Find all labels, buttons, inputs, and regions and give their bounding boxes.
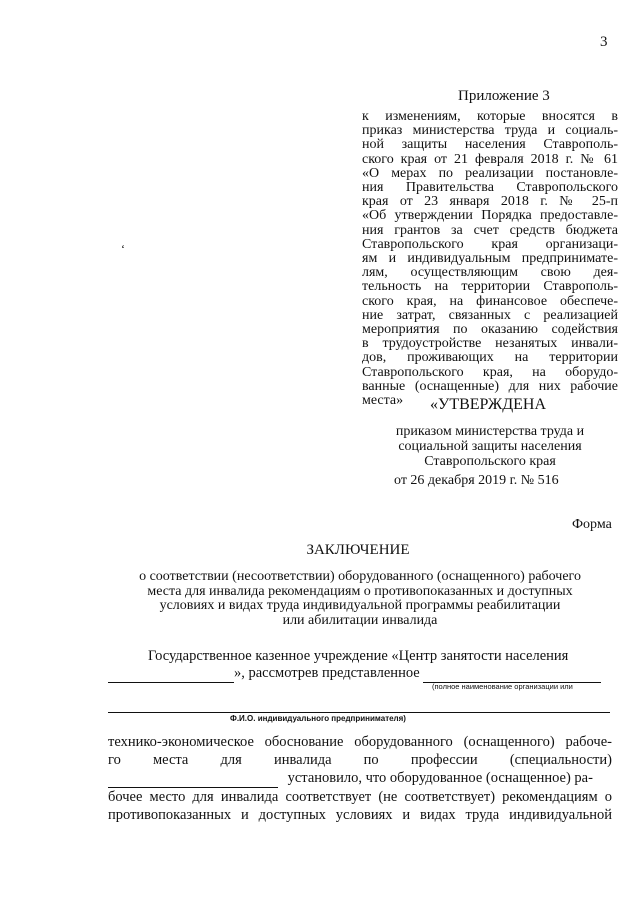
body-line: установило, что оборудованное (оснащенное) ра-: [287, 770, 593, 786]
body-word: по: [363, 752, 379, 768]
body-line: технико-экономическое обоснование оборудованного (оснащенного) рабоче-: [108, 734, 612, 750]
document-title: ЗАКЛЮЧЕНИЕ: [306, 542, 410, 558]
body-word: для: [220, 752, 242, 768]
appendix-line: приказ министерства труда и социаль-: [362, 123, 618, 139]
person-name-blank[interactable]: [108, 712, 610, 713]
center-name-blank[interactable]: [108, 665, 234, 683]
approved-by-block: [360, 424, 620, 469]
scan-mark: ‘: [121, 242, 125, 256]
approved-line: приказом министерства труда и: [395, 424, 585, 439]
appendix-body: [362, 110, 618, 408]
approved-date: от 26 декабря 2019 г. № 516: [394, 473, 559, 488]
appendix-line: места»: [362, 393, 404, 409]
body-word: инвалида: [273, 752, 332, 768]
appendix-line: Ставропольского края, на оборудо-: [362, 364, 618, 380]
body-word: (специальности): [509, 752, 612, 768]
document-subtitle: [100, 570, 620, 628]
appendix-line: ной защиты населения Ставрополь-: [362, 137, 618, 153]
appendix-line: тельность на территории Ставрополь-: [362, 279, 618, 295]
organization-hint: (полное наименование организации или: [432, 682, 573, 691]
approved-title: «УТВЕРЖДЕНА: [430, 396, 547, 413]
paragraph-intro-line2: [108, 665, 601, 683]
appendix-line: «О мерах по реализации постановле-: [362, 165, 618, 181]
appendix-line: ского края от 21 февраля 2018 г. № 61: [362, 151, 618, 167]
profession-blank[interactable]: [108, 769, 278, 788]
approved-line: Ставропольского края: [424, 454, 556, 469]
approved-line: социальной защиты населения: [398, 439, 582, 454]
body-line-with-blank: [108, 769, 612, 788]
appendix-line: к изменениям, которые вносятся в: [362, 109, 618, 124]
subtitle-line: или абилитации инвалида: [282, 612, 438, 628]
appendix-line: ям и индивидуальным предпринимате-: [362, 251, 618, 267]
body-line: бочее место для инвалида соответствует (не соответствует) рекомендациям о: [108, 789, 612, 805]
person-hint: Ф.И.О. индивидуального предпринимателя): [230, 714, 406, 723]
paragraph-intro: [148, 648, 568, 665]
appendix-line: края от 23 января 2018 г. № 25-п: [362, 194, 618, 210]
subtitle-line: места для инвалида рекомендациям о противопоказанных и доступных: [147, 583, 573, 599]
organization-name-blank[interactable]: [423, 665, 601, 683]
appendix-line: ванные (оснащенные) для них рабочие: [362, 378, 618, 394]
form-label: Форма: [572, 517, 612, 532]
appendix-line: ние затрат, связанных с реализацией: [362, 307, 618, 323]
appendix-line: мероприятия по оказанию содействия: [362, 322, 618, 338]
body-word: профессии: [410, 752, 478, 768]
intro-text: Государственное казенное учреждение «Центр занятости населения: [148, 648, 569, 664]
body-text: [108, 733, 612, 824]
appendix-line: лям, осуществляющим свою дея-: [362, 265, 618, 281]
subtitle-line: условиях и видах труда индивидуальной программы реабилитации: [159, 598, 561, 613]
appendix-line: ского края, на финансовое обеспече-: [362, 293, 618, 309]
appendix-title: Приложение 3: [458, 88, 550, 104]
appendix-line: ния Правительства Ставропольского: [362, 180, 618, 196]
page-number: 3: [600, 34, 608, 50]
intro-text-cont: », рассмотрев представленное: [234, 665, 420, 681]
appendix-line: ния грантов за счет средств бюджета: [362, 222, 618, 238]
body-line: противопоказанных и доступных условиях и видах труда индивидуальной: [108, 807, 612, 823]
appendix-line: «Об утверждении Порядка предоставле-: [362, 208, 618, 224]
body-word: места: [153, 752, 189, 768]
body-line-words: [108, 751, 612, 769]
body-word: го: [108, 752, 121, 768]
subtitle-line: о соответствии (несоответствии) оборудованного (оснащенного) рабочего: [139, 569, 581, 584]
appendix-line: в трудоустройстве незанятых инвали-: [362, 336, 618, 352]
appendix-line: Ставропольского края организаци-: [362, 236, 618, 252]
appendix-line: дов, проживающих на территории: [362, 350, 618, 366]
